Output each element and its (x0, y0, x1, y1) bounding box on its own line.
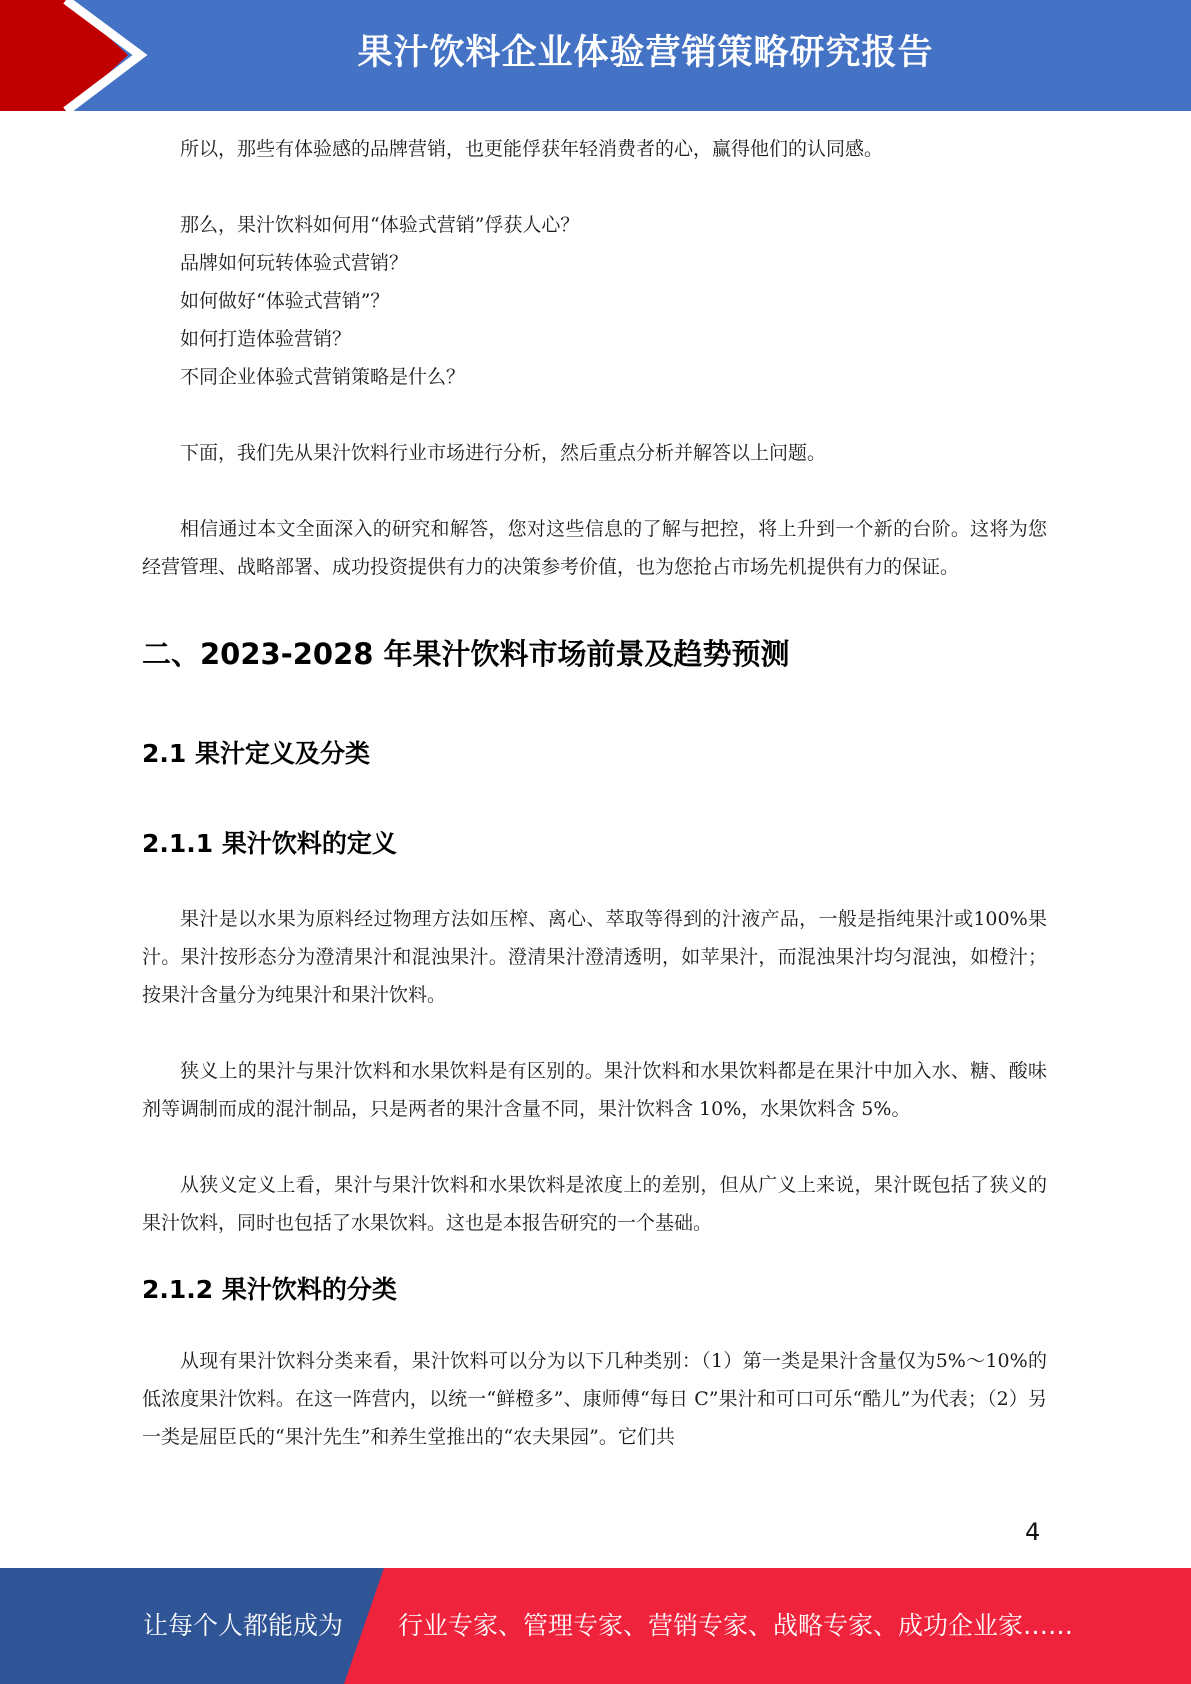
subsection-heading: 2.1.1 果汁饮料的定义 (142, 829, 397, 858)
question-line: 那么，果汁饮料如何用“体验式营销”俘获人心？ (180, 214, 580, 236)
subsection-heading: 2.1 果汁定义及分类 (142, 739, 370, 768)
section-heading: 二、2023-2028 年果汁饮料市场前景及趋势预测 (142, 637, 790, 671)
intro-paragraph: 所以，那些有体验感的品牌营销，也更能俘获年轻消费者的心，赢得他们的认同感。 (180, 138, 884, 160)
footer-slogan-right: 行业专家、管理专家、营销专家、战略专家、成功企业家…… (398, 1611, 1074, 1640)
body-paragraph: 狭义上的果汁与果汁饮料和水果饮料是有区别的。果汁饮料和水果饮料都是在果汁中加入水、糖、酸味剂等调制而成的混汁制品，只是两者的果汁含量不同，果汁饮料含 10%，水果饮料含 5%。 (142, 1060, 1047, 1120)
footer-slogan-left: 让每个人都能成为 (143, 1611, 344, 1640)
main-content (142, 130, 1047, 1456)
body-paragraph: 从现有果汁饮料分类来看，果汁饮料可以分为以下几种类别：（1）第一类是果汁含量仅为5%～10%的低浓度果汁饮料。在这一阵营内，以统一“鲜橙多”、康师傅“每日 C”果汁和可口可乐“酷儿”为代表；（2）另一类是屈臣氏的“果汁先生”和养生堂推出的“农夫果园”。它们共 (142, 1350, 1047, 1448)
header-banner (0, 0, 1191, 111)
page-number: 4 (1025, 1518, 1041, 1546)
question-line: 不同企业体验式营销策略是什么？ (180, 366, 466, 388)
chevron-icon (0, 0, 160, 111)
subsection-heading: 2.1.2 果汁饮料的分类 (142, 1275, 397, 1304)
document-title: 果汁饮料企业体验营销策略研究报告 (357, 33, 934, 73)
question-line: 品牌如何玩转体验式营销？ (180, 252, 409, 274)
question-line: 如何打造体验营销？ (180, 328, 352, 350)
body-paragraph: 从狭义定义上看，果汁与果汁饮料和水果饮料是浓度上的差别，但从广义上来说，果汁既包括了狭义的果汁饮料，同时也包括了水果饮料。这也是本报告研究的一个基础。 (142, 1174, 1047, 1234)
body-paragraph: 果汁是以水果为原料经过物理方法如压榨、离心、萃取等得到的汁液产品，一般是指纯果汁或100%果汁。果汁按形态分为澄清果汁和混浊果汁。澄清果汁澄清透明，如苹果汁，而混浊果汁均匀混浊，如橙汁；按果汁含量分为纯果汁和果汁饮料。 (142, 908, 1047, 1006)
footer-banner (0, 1568, 1191, 1684)
question-line: 如何做好“体验式营销”？ (180, 290, 390, 312)
intro-paragraph: 下面，我们先从果汁饮料行业市场进行分析，然后重点分析并解答以上问题。 (180, 442, 827, 464)
intro-paragraph: 相信通过本文全面深入的研究和解答，您对这些信息的了解与把控，将上升到一个新的台阶。这将为您经营管理、战略部署、成功投资提供有力的决策参考价值，也为您抢占市场先机提供有力的保证。 (142, 518, 1047, 578)
